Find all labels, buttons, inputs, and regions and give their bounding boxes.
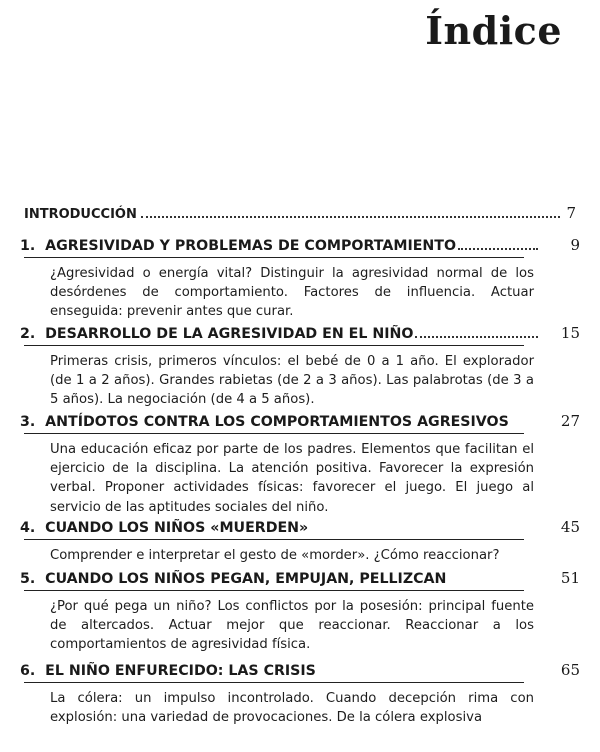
chapter-rule xyxy=(24,257,524,258)
toc-chapter-3 xyxy=(20,412,580,517)
toc-chapter-6 xyxy=(20,661,580,727)
chapter-rule xyxy=(24,590,524,591)
chapter-description: Primeras crisis, primeros vínculos: el bebé de 0 a 1 año. El explorador (de 1 a 2 años). Grandes rabietas (de 2 a 3 años). Las palabrotas (de 3 a 5 años). La negociación (de 4 a 5 años). xyxy=(50,354,534,408)
chapter-title xyxy=(20,571,446,587)
chapter-rule xyxy=(24,682,524,683)
chapter-page-number: 65 xyxy=(560,661,580,679)
chapter-title-text: ANTÍDOTOS CONTRA LOS COMPORTAMIENTOS AGRESIVOS xyxy=(45,414,509,430)
chapter-rule xyxy=(24,539,524,540)
chapter-description: Comprender e interpretar el gesto de «morder». ¿Cómo reaccionar? xyxy=(50,548,500,563)
toc-chapter-2 xyxy=(20,324,580,410)
toc-chapter-4 xyxy=(20,518,580,565)
chapter-description: La cólera: un impulso incontrolado. Cuando decepción rima con explosión: una variedad de provocaciones. De la cólera explosiva xyxy=(50,691,534,726)
chapter-number: 6. xyxy=(20,663,36,679)
chapter-title-text: EL NIÑO ENFURECIDO: LAS CRISIS xyxy=(45,663,316,679)
chapter-page-number: 45 xyxy=(560,518,580,536)
chapter-rule xyxy=(24,433,524,434)
chapter-number: 4. xyxy=(20,520,36,536)
chapter-page-number: 15 xyxy=(560,324,580,342)
chapter-page-number: 9 xyxy=(570,236,580,254)
chapter-title-text: DESARROLLO DE LA AGRESIVIDAD EN EL NIÑO xyxy=(45,326,414,342)
chapter-title xyxy=(20,663,316,679)
chapter-rule xyxy=(24,345,524,346)
introduction-label: INTRODUCCIÓN xyxy=(24,207,137,222)
toc-chapter-5 xyxy=(20,569,580,655)
dot-leader xyxy=(141,216,561,218)
chapter-page-number: 51 xyxy=(560,569,580,587)
toc-entry-introduction xyxy=(24,204,576,222)
chapter-number: 3. xyxy=(20,414,36,430)
chapter-title xyxy=(20,414,509,430)
dot-leader xyxy=(415,336,538,338)
chapter-description: Una educación eficaz por parte de los padres. Elementos que facilitan el ejercicio de la disciplina. La atención positiva. Favorecer la expresión verbal. Proponer actividades físicas: favorecer el juego. El juego al servicio de las aptitudes sociales del niño. xyxy=(50,442,534,515)
chapter-number: 1. xyxy=(20,238,36,254)
chapter-number: 5. xyxy=(20,571,36,587)
chapter-title-text: CUANDO LOS NIÑOS PEGAN, EMPUJAN, PELLIZCAN xyxy=(45,571,447,587)
chapter-title xyxy=(20,238,456,254)
chapter-title xyxy=(20,520,308,536)
chapter-description: ¿Por qué pega un niño? Los conflictos por la posesión: principal fuente de altercados. Actuar mejor que reaccionar. Reaccionar a los comportamientos de agresividad física. xyxy=(50,599,534,653)
chapter-title xyxy=(20,326,413,342)
chapter-title-text: AGRESIVIDAD Y PROBLEMAS DE COMPORTAMIENTO xyxy=(45,238,457,254)
chapter-description: ¿Agresividad o energía vital? Distinguir la agresividad normal de los desórdenes de comportamiento. Factores de influencia. Actuar enseguida: prevenir antes que curar. xyxy=(50,266,534,320)
introduction-page-number: 7 xyxy=(566,204,576,222)
dot-leader xyxy=(458,248,538,250)
toc-chapter-1 xyxy=(20,236,580,322)
chapter-number: 2. xyxy=(20,326,36,342)
chapter-title-text: CUANDO LOS NIÑOS «MUERDEN» xyxy=(45,520,309,536)
page-title: Índice xyxy=(425,8,562,53)
chapter-page-number: 27 xyxy=(560,412,580,430)
